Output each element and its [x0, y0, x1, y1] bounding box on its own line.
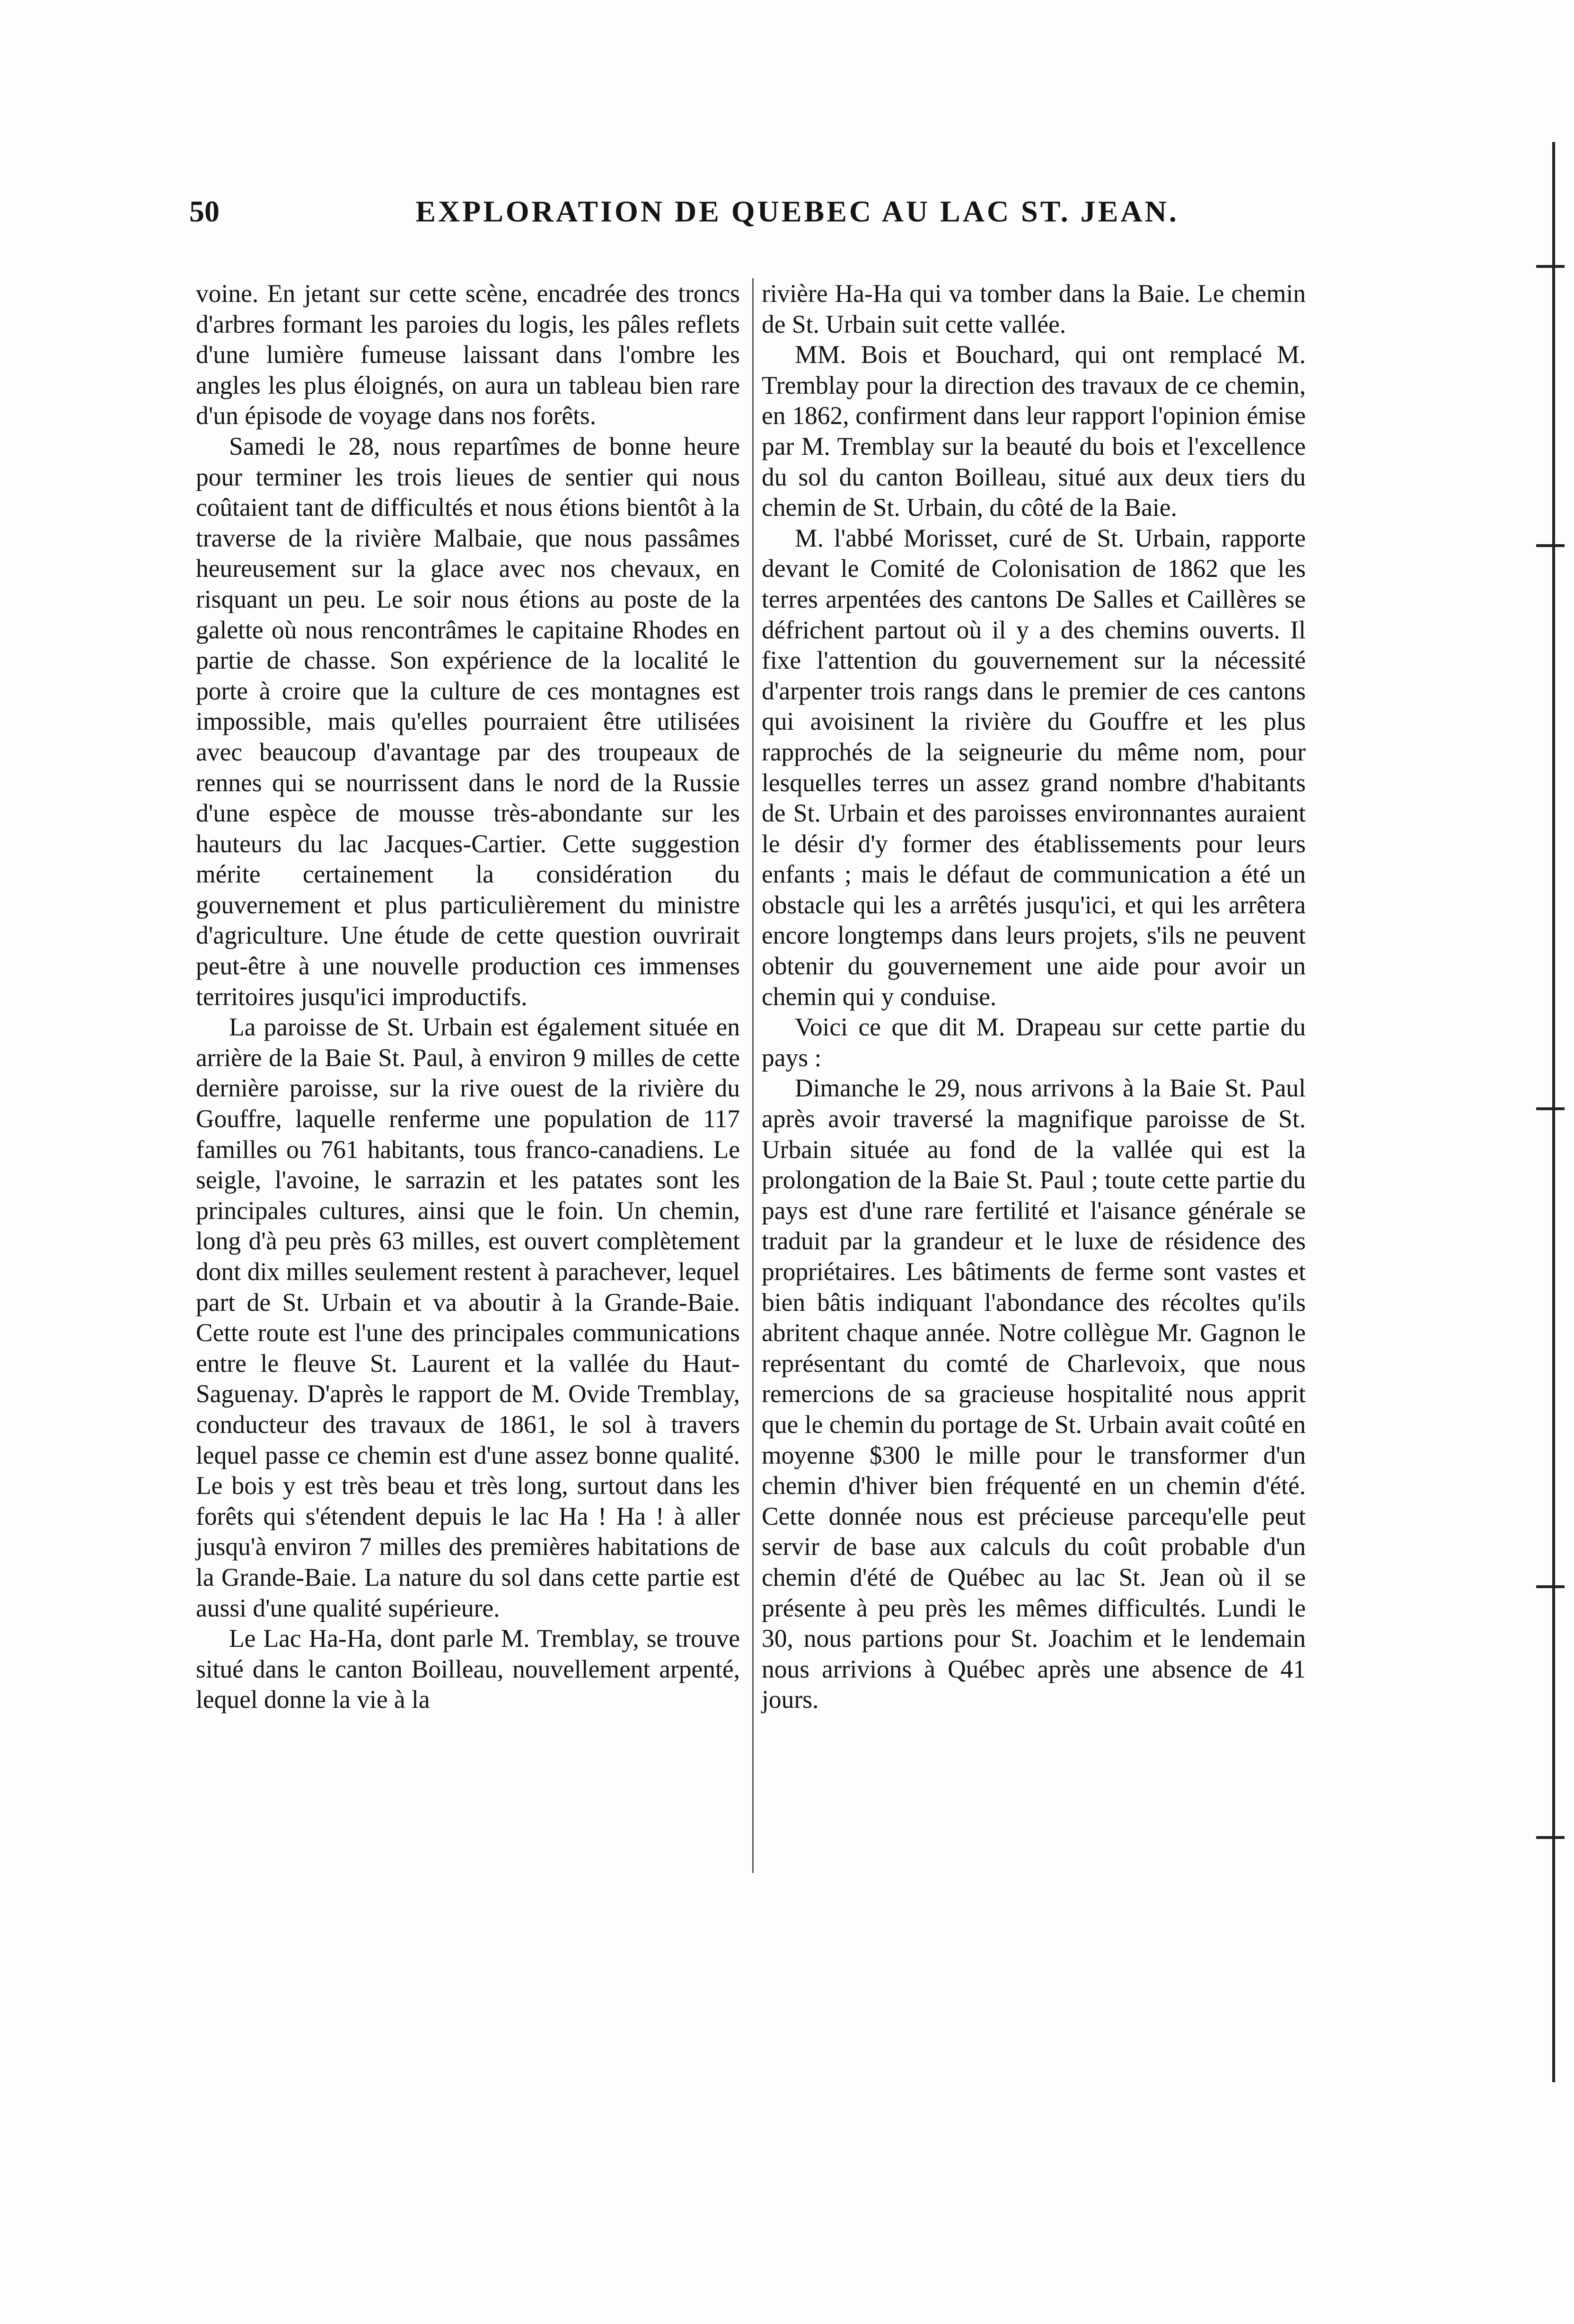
paragraph: rivière Ha-Ha qui va tomber dans la Baie. Le chemin de St. Urbain suit cette vallée. — [762, 279, 1306, 338]
paragraph: voine. En jetant sur cette scène, encadrée des troncs d'arbres formant les paroies du logis, les pâles reflets d'une lumière fumeuse laissant dans l'ombre les angles les plus éloignés, on aura un tableau bien rare d'un épisode de voyage dans nos forêts. — [196, 279, 740, 430]
page-number: 50 — [189, 194, 220, 228]
binding-edge-mark — [1536, 1836, 1565, 1839]
binding-edge-mark — [1536, 1585, 1565, 1588]
left-column — [196, 278, 740, 1715]
paragraph: La paroisse de St. Urbain est également située en arrière de la Baie St. Paul, à environ 9 milles de cette dernière paroisse, sur la rive ouest de la rivière du Gouffre, laquelle renferme une population de 117 familles ou 761 habitants, tous franco-canadiens. Le seigle, l'avoine, le sarrazin et les patates sont les principales cultures, ainsi que le foin. Un chemin, long d'à peu près 63 milles, est ouvert complètement dont dix milles seulement restent à parachever, lequel part de St. Urbain et va aboutir à la Grande-Baie. Cette route est l'une des principales communications entre le fleuve St. Laurent et la vallée du Haut-Saguenay. D'après le rapport de M. Ovide Tremblay, conducteur des travaux de 1861, le sol à travers lequel passe ce chemin est d'une assez bonne qualité. Le bois y est très beau et très long, surtout dans les forêts qui s'étendent depuis le lac Ha ! Ha ! à aller jusqu'à environ 7 milles des premières habitations de la Grande-Baie. La nature du sol dans cette partie est aussi d'une qualité supérieure. — [196, 1013, 740, 1622]
running-head — [189, 194, 1329, 237]
paragraph: Dimanche le 29, nous arrivons à la Baie St. Paul après avoir traversé la magnifique paroisse de St. Urbain située au fond de la vallée qui est la prolongation de la Baie St. Paul ; toute cette partie du pays est d'une rare fertilité et l'aisance générale se traduit par la grandeur et le luxe de résidence des propriétaires. Les bâtiments de ferme sont vastes et bien bâtis indiquant l'abondance des récoltes qu'ils abritent chaque année. Notre collègue Mr. Gagnon le représentant du comté de Charlevoix, que nous remercions de sa gracieuse hospitalité nous apprit que le chemin du portage de St. Urbain avait coûté en moyenne $300 le mille pour le transformer d'un chemin d'hiver bien fréquenté en un chemin d'été. Cette donnée nous est précieuse parcequ'elle peut servir de base aux calculs du coût probable d'un chemin d'été de Québec au lac St. Jean où il se présente à peu près les mêmes difficultés. Lundi le 30, nous partions pour St. Joachim et le lendemain nous arrivions à Québec après une absence de 41 jours. — [762, 1074, 1306, 1714]
binding-edge-mark — [1536, 1107, 1565, 1110]
binding-edge-mark — [1536, 265, 1565, 268]
paragraph: Le Lac Ha-Ha, dont parle M. Tremblay, se trouve situé dans le canton Boilleau, nouvellement arpenté, lequel donne la vie à la — [196, 1624, 740, 1714]
paragraph: Samedi le 28, nous repartîmes de bonne heure pour terminer les trois lieues de sentier qui nous coûtaient tant de difficultés et nous étions bientôt à la traverse de la rivière Malbaie, que nous passâmes heureusement sur la glace avec nos chevaux, en risquant un peu. Le soir nous étions au poste de la galette où nous rencontrâmes le capitaine Rhodes en partie de chasse. Son expérience de la localité le porte à croire que la culture de ces montagnes est impossible, mais qu'elles pourraient être utilisées avec beaucoup d'avantage par des troupeaux de rennes qui se nourrissent dans le nord de la Russie d'une espèce de mousse très-abondante sur les hauteurs du lac Jacques-Cartier. Cette suggestion mérite certainement la considération du gouvernement et plus particulièrement du ministre d'agriculture. Une étude de cette question ouvrirait peut-être à une nouvelle production ces immenses territoires jusqu'ici improductifs. — [196, 432, 740, 1011]
paragraph: Voici ce que dit M. Drapeau sur cette partie du pays : — [762, 1013, 1306, 1072]
binding-edge-mark — [1536, 544, 1565, 547]
paragraph: MM. Bois et Bouchard, qui ont remplacé M. Tremblay pour la direction des travaux de ce chemin, en 1862, confirment dans leur rapport l'opinion émise par M. Tremblay sur la beauté du bois et l'excellence du sol du canton Boilleau, situé aux deux tiers du chemin de St. Urbain, du côté de la Baie. — [762, 340, 1306, 522]
running-title: EXPLORATION DE QUEBEC AU LAC ST. JEAN. — [415, 194, 1179, 228]
paragraph: M. l'abbé Morisset, curé de St. Urbain, rapporte devant le Comité de Colonisation de 1862 que les terres arpentées des cantons De Salles et Caillères se défrichent partout où il y a des chemins ouverts. Il fixe l'attention du gouvernement sur la nécessité d'arpenter trois rangs dans le premier de ces cantons qui avoisinent la rivière du Gouffre et les plus rapprochés de la seigneurie du même nom, pour lesquelles terres un assez grand nombre d'habitants de St. Urbain et des paroisses environnantes auraient le désir d'y former des établissements pour leurs enfants ; mais le défaut de communication a été un obstacle qui les a arrêtés jusqu'ici, et qui les arrêtera encore longtemps dans leurs projets, s'ils ne peuvent obtenir du gouvernement une aide pour avoir un chemin qui y conduise. — [762, 523, 1306, 1011]
column-divider — [752, 278, 754, 1873]
right-column — [762, 278, 1306, 1715]
binding-edge-line — [1552, 142, 1555, 2082]
